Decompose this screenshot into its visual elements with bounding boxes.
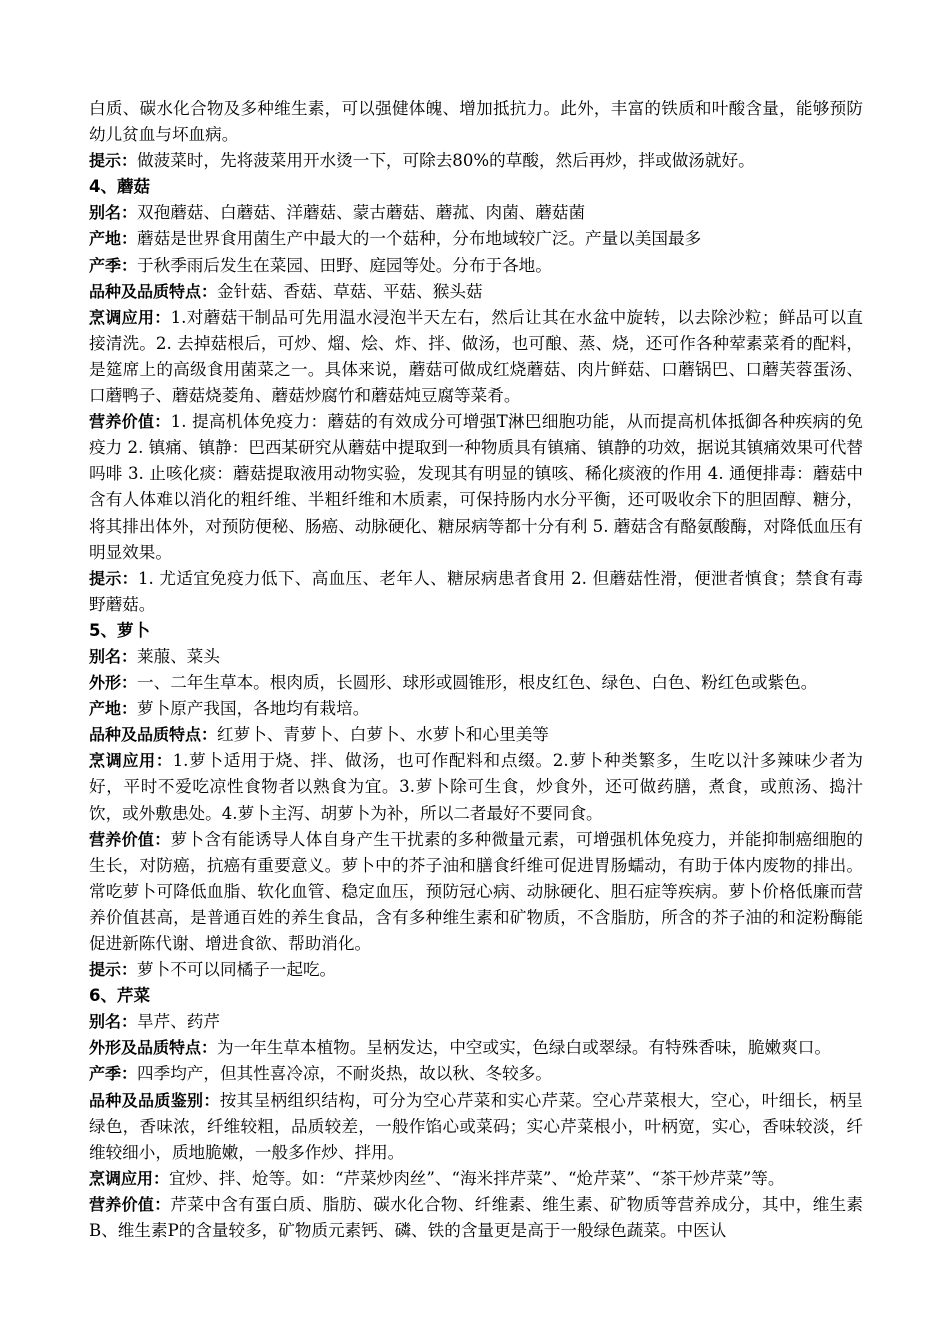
field-text: 1. 提高机体免疫力：蘑菇的有效成分可增强T淋巴细胞功能，从而提高机体抵御各种疾病的免疫力 2. 镇痛、镇静：巴西某研究从蘑菇中提取到一种物质具有镇痛、镇静的功效，据说其镇痛效果可代替吗啡 3. 止咳化痰：蘑菇提取液用动物实验，发现其有明显的镇咳、稀化痰液的作用 4. 通便排毒：蘑菇中含有人体难以消化的粗纤维、半粗纤维和木质素，可保持肠内水分平衡，还可吸收余下的胆固醇、糖分，将其排出体外，对预防便秘、肠癌、动脉硬化、糖尿病等都十分有利 5. 蘑菇含有酪氨酸酶，对降低血压有明显效果。 xyxy=(89,412,863,562)
field-paragraph xyxy=(89,409,863,566)
field-label: 提示： xyxy=(89,568,138,588)
field-label: 营养价值： xyxy=(89,829,171,849)
field-label: 外形： xyxy=(89,673,138,693)
field-paragraph xyxy=(89,1192,863,1244)
tip-paragraph xyxy=(89,566,863,618)
field-text: 旱芹、药芹 xyxy=(137,1012,220,1032)
field-paragraph xyxy=(89,722,863,748)
section-heading: 4、蘑菇 xyxy=(89,177,150,197)
field-paragraph xyxy=(89,253,863,279)
field-paragraph xyxy=(89,226,863,252)
field-text: 萝卜不可以同橘子一起吃。 xyxy=(137,960,337,980)
field-label: 外形及品质特点： xyxy=(89,1038,218,1058)
field-text: 按其呈柄组织结构，可分为空心芹菜和实心芹菜。空心芹菜根大，空心，叶细长，柄呈绿色，香味浓，纤维较粗，品质较差，一般作馅心或菜码；实心芹菜根小，叶柄宽，实心，香味较淡，纤维较细小，质地脆嫩，一般多作炒、拌用。 xyxy=(89,1090,863,1162)
field-label: 品种及品质特点： xyxy=(89,281,218,301)
field-label: 品种及品质特点： xyxy=(89,725,218,745)
paragraph-text: 白质、碳水化合物及多种维生素，可以强健体魄、增加抵抗力。此外，丰富的铁质和叶酸含量，能够预防幼儿贫血与坏血病。 xyxy=(89,99,863,145)
field-text: 1. 尤适宜免疫力低下、高血压、老年人、糖尿病患者食用 2. 但蘑菇性滑，便泄者慎食；禁食有毒野蘑菇。 xyxy=(89,568,863,614)
field-text: 莱菔、菜头 xyxy=(137,646,220,666)
document-body xyxy=(89,96,863,1244)
section-heading: 5、萝卜 xyxy=(89,620,150,640)
field-text: 宜炒、拌、炝等。如：“芹菜炒肉丝”、“海米拌芹菜”、“炝芹菜”、“茶干炒芹菜”等。 xyxy=(169,1168,785,1188)
field-text: 1.对蘑菇干制品可先用温水浸泡半天左右，然后让其在水盆中旋转，以去除沙粒；鲜品可以直接清洗。2. 去掉菇根后，可炒、熘、烩、炸、拌、做汤，也可酿、蒸、烧，还可作各种荤素菜肴的配料，是筵席上的高级食用菌菜之一。具体来说，蘑菇可做成红烧蘑菇、肉片鲜菇、口蘑锅巴、口蘑芙蓉蛋汤、口蘑鸭子、蘑菇烧菱角、蘑菇炒腐竹和蘑菇炖豆腐等菜肴。 xyxy=(89,307,863,406)
field-label: 营养价值： xyxy=(89,1194,171,1214)
field-label: 产季： xyxy=(89,1064,138,1084)
field-text: 芹菜中含有蛋白质、脂肪、碳水化合物、纤维素、维生素、矿物质等营养成分，其中，维生素B、维生素P的含量较多，矿物质元素钙、磷、铁的含量更是高于一般绿色蔬菜。中医认 xyxy=(89,1194,863,1241)
field-label: 品种及品质鉴别： xyxy=(89,1090,220,1110)
field-label: 别名： xyxy=(89,1012,138,1032)
field-paragraph xyxy=(89,827,863,957)
field-paragraph xyxy=(89,200,863,226)
field-text: 萝卜含有能诱导人体自身产生干扰素的多种微量元素，可增强机体免疫力，并能抑制癌细胞的生长，对防癌，抗癌有重要意义。萝卜中的芥子油和膳食纤维可促进胃肠蠕动，有助于体内废物的排出。常吃萝卜可降低血脂、软化血管、稳定血压，预防冠心病、动脉硬化、胆石症等疾病。萝卜价格低廉而营养价值甚高，是普通百姓的养生食品，含有多种维生素和矿物质，不含脂肪，所含的芥子油的和淀粉酶能促进新陈代谢、增进食欲、帮助消化。 xyxy=(89,829,863,953)
field-paragraph xyxy=(89,1088,863,1166)
field-text: 蘑菇是世界食用菌生产中最大的一个菇种，分布地域较广泛。产量以美国最多 xyxy=(137,229,702,249)
field-label: 烹调应用： xyxy=(89,751,173,771)
field-text: 于秋季雨后发生在菜园、田野、庭园等处。分布于各地。 xyxy=(137,255,552,275)
field-paragraph xyxy=(89,1035,863,1061)
field-label: 别名： xyxy=(89,203,138,223)
field-paragraph xyxy=(89,644,863,670)
paragraph xyxy=(89,96,863,148)
field-text: 红萝卜、青萝卜、白萝卜、水萝卜和心里美等 xyxy=(217,725,549,745)
field-label: 提示： xyxy=(89,960,138,980)
field-label: 产地： xyxy=(89,699,138,719)
field-text: 四季均产，但其性喜冷凉，不耐炎热，故以秋、冬较多。 xyxy=(137,1064,552,1084)
field-paragraph xyxy=(89,696,863,722)
field-paragraph xyxy=(89,748,863,826)
field-label: 提示： xyxy=(89,151,138,171)
field-paragraph xyxy=(89,1009,863,1035)
field-label: 别名： xyxy=(89,646,138,666)
section-heading: 6、芹菜 xyxy=(89,986,150,1006)
field-label: 产季： xyxy=(89,255,138,275)
field-text: 萝卜原产我国，各地均有栽培。 xyxy=(137,699,370,719)
field-paragraph xyxy=(89,670,863,696)
field-label: 产地： xyxy=(89,229,138,249)
tip-paragraph xyxy=(89,957,863,983)
field-label: 烹调应用： xyxy=(89,1168,170,1188)
field-text: 做菠菜时，先将菠菜用开水烫一下，可除去80%的草酸，然后再炒，拌或做汤就好。 xyxy=(137,151,755,171)
field-paragraph xyxy=(89,1061,863,1087)
field-text: 一、二年生草本。根肉质，长圆形、球形或圆锥形，根皮红色、绿色、白色、粉红色或紫色。 xyxy=(137,673,818,693)
tip-paragraph xyxy=(89,148,863,174)
field-text: 金针菇、香菇、草菇、平菇、猴头菇 xyxy=(217,281,483,301)
field-paragraph xyxy=(89,305,863,409)
field-text: 为一年生草本植物。呈柄发达，中空或实，色绿白或翠绿。有特殊香味，脆嫩爽口。 xyxy=(217,1038,831,1058)
field-text: 双孢蘑菇、白蘑菇、洋蘑菇、蒙古蘑菇、蘑菰、肉菌、蘑菇菌 xyxy=(137,203,586,223)
field-paragraph xyxy=(89,1166,863,1192)
field-label: 烹调应用： xyxy=(89,307,171,327)
field-text: 1.萝卜适用于烧、拌、做汤，也可作配料和点缀。2.萝卜种类繁多，生吃以汁多辣味少者为好，平时不爱吃凉性食物者以熟食为宜。3.萝卜除可生食，炒食外，还可做药膳，煮食，或煎汤、捣汁饮，或外敷患处。4.萝卜主泻、胡萝卜为补，所以二者最好不要同食。 xyxy=(89,751,863,823)
field-paragraph xyxy=(89,279,863,305)
field-label: 营养价值： xyxy=(89,412,171,432)
